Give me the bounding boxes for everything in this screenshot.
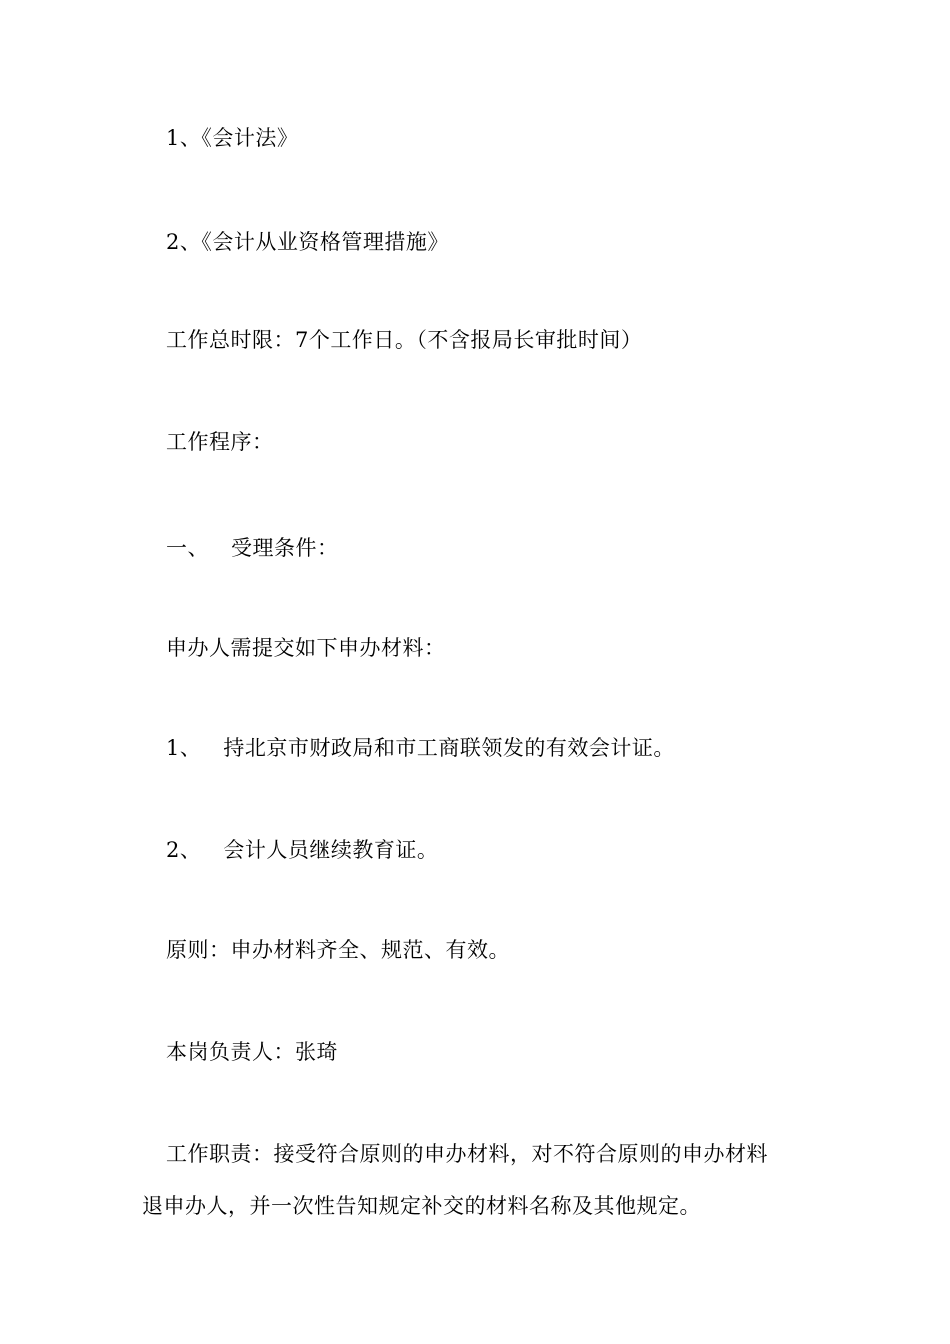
material-item-2 xyxy=(166,836,438,864)
duty-text-line-1: 工作职责：接受符合原则的申办材料，对不符合原则的申办材料 xyxy=(166,1142,768,1166)
law-item-1: 1、《会计法》 xyxy=(166,126,299,150)
section-heading-1 xyxy=(166,534,339,562)
procedure-heading: 工作程序： xyxy=(166,430,274,454)
principle-text: 原则：申办材料齐全、规范、有效。 xyxy=(166,938,510,962)
section-title: 受理条件： xyxy=(231,536,339,560)
material-text: 会计人员继续教育证。 xyxy=(223,838,439,862)
material-item-1 xyxy=(166,734,675,762)
material-number: 2、 xyxy=(166,838,202,862)
material-number: 1、 xyxy=(166,736,202,760)
duty-text-line-2: 退申办人，并一次性告知规定补交的材料名称及其他规定。 xyxy=(142,1194,701,1218)
law-item-2: 2、《会计从业资格管理措施》 xyxy=(166,230,449,254)
time-limit-text: 工作总时限：7个工作日。（不含报局长审批时间） xyxy=(166,328,643,352)
responsible-person: 本岗负责人：张琦 xyxy=(166,1040,338,1064)
materials-intro: 申办人需提交如下申办材料： xyxy=(166,636,446,660)
material-text: 持北京市财政局和市工商联领发的有效会计证。 xyxy=(223,736,675,760)
section-number: 一、 xyxy=(166,536,209,560)
